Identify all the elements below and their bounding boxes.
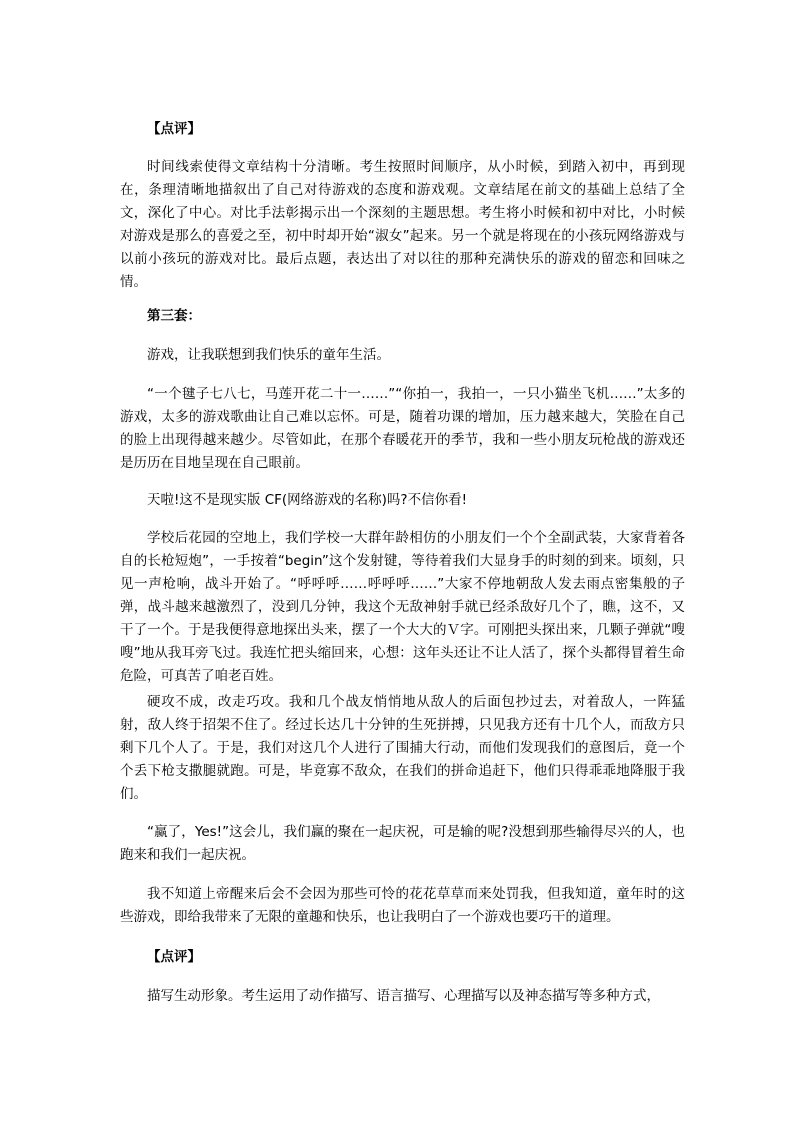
essay-paragraph: 硬攻不成，改走巧攻。我和几个战友悄悄地从敌人的后面包抄过去，对着敌人，一阵猛射，敌人终于招架不住了。经过长达几十分钟的生死拼搏，只见我方还有十几个人，而敌方只剩下几个人了。于是，我们对这几个人进行了围捕大行动，而他们发现我们的意图后，竟一个个丢下枪支撒腿就跑。可是，毕竟寡不敌众，在我们的拼命追赶下，他们只得乖乖地降服于我们。 bbox=[120, 694, 685, 802]
essay-paragraph: “赢了，Yes!”这会儿，我们赢的聚在一起庆祝，可是输的呢?没想到那些输得尽兴的人，也跑来和我们一起庆祝。 bbox=[120, 824, 685, 863]
essay-paragraph: 学校后花园的空地上，我们学校一大群年龄相仿的小朋友们一个个全副武装，大家背着各自的长枪短炮”，一手按着“begin”这个发射键，等待着我们大显身手的时刻的到来。顷刻，只见一声枪响，战斗开始了。“呼呼呼……呼呼呼……”大家不停地朝敌人发去雨点密集般的子弹，战斗越来越激烈了，没到几分钟，我这个无敌神射手就已经杀敌好几个了，瞧，这不，又干了一个。于是我便得意地探出头来，摆了一个大大的Ｖ字。可刚把头探出来，几颗子弹就“嗖嗖”地从我耳旁飞过。我连忙把头缩回来，心想：这年头还让不让人活了，探个头都得冒着生命危险，可真苦了咱老百姓。 bbox=[120, 530, 685, 684]
essay-paragraph: 游戏，让我联想到我们快乐的童年生活。 bbox=[147, 347, 390, 363]
essay-paragraph: 我不知道上帝醒来后会不会因为那些可怜的花花草草而来处罚我，但我知道，童年时的这些游戏，即给我带来了无限的童趣和快乐，也让我明白了一个游戏也要巧干的道理。 bbox=[120, 886, 685, 925]
review-heading: 【点评】 bbox=[147, 121, 201, 137]
review-heading: 【点评】 bbox=[147, 949, 201, 965]
essay-paragraph: “一个毽子七八七，马莲开花二十一……”“你拍一，我拍一，一只小猫坐飞机……”太多的游戏，太多的游戏歌曲让自己难以忘怀。可是，随着功课的增加，压力越来越大，笑脸在自己的脸上出现得越来越少。尽管如此，在那个春暖花开的季节，我和一些小朋友玩枪战的游戏还是历历在目地呈现在自己眼前。 bbox=[120, 386, 685, 471]
review-paragraph: 时间线索使得文章结构十分清晰。考生按照时间顺序，从小时候，到踏入初中，再到现在，条理清晰地描叙出了自己对待游戏的态度和游戏观。文章结尾在前文的基础上总结了全文，深化了中心。对比手法彰揭示出一个深刻的主题思想。考生将小时候和初中对比，小时候对游戏是那么的喜爱之至，初中时却开始“淑女”起来。另一个就是将现在的小孩玩网络游戏与以前小孩玩的游戏对比。最后点题，表达出了对以往的那种充满快乐的游戏的留恋和回味之情。 bbox=[120, 159, 685, 290]
essay-paragraph: 天啦!这不是现实版 CF(网络游戏的名称)吗?不信你看! bbox=[147, 492, 468, 508]
review-paragraph: 描写生动形象。考生运用了动作描写、语言描写、心理描写以及神态描写等多种方式， bbox=[147, 988, 660, 1004]
section-heading: 第三套： bbox=[147, 308, 201, 324]
